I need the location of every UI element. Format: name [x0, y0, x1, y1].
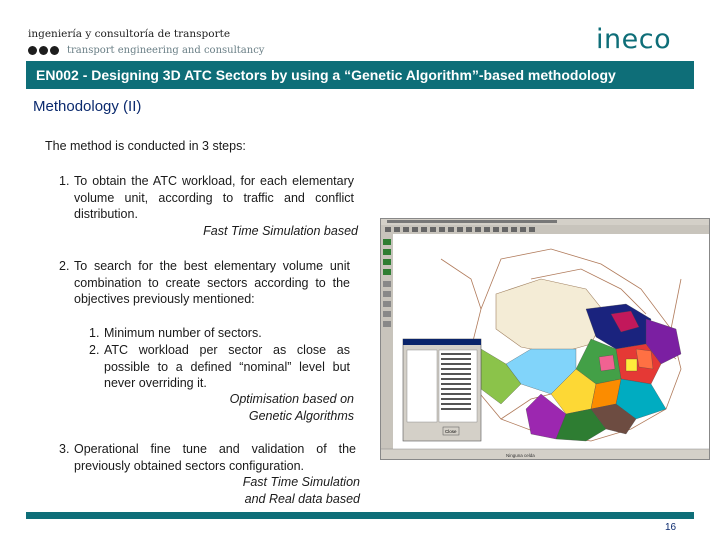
step-3: [59, 441, 360, 507]
substeps-note: Optimisation based on Genetic Algorithms: [229, 392, 354, 423]
tool-palette-icons: [383, 239, 391, 327]
logo-dots-icon: [28, 46, 59, 55]
step-2-text: To search for the best elementary volume unit combination to create sectors according to the objectives previously mentioned:: [74, 259, 350, 306]
step-1-note: Fast Time Simulation based: [203, 223, 358, 238]
header-spanish-line: ingeniería y consultoría de transporte: [28, 28, 231, 40]
step-3-note: Fast Time Simulation and Real data based: [242, 475, 360, 506]
slide-title: EN002 - Designing 3D ATC Sectors by using a “Genetic Algorithm”-based methodology: [26, 61, 694, 89]
substep-2-number: 2.: [89, 343, 100, 357]
header-english-line: transport engineering and consultancy: [67, 44, 265, 56]
dialog-close-button[interactable]: Close: [445, 429, 457, 434]
ineco-logo: ineco: [596, 24, 672, 55]
substep-1-text: Minimum number of sectors.: [104, 326, 262, 340]
substep-1: [89, 325, 350, 342]
header-english-row: [28, 43, 264, 57]
step-2-number: 2.: [59, 259, 70, 273]
step-3-text: Operational fine tune and validation of the previously obtained sectors configuration.: [74, 442, 356, 473]
sector-list-dialog: [403, 339, 481, 441]
page-number: 16: [665, 522, 677, 533]
status-text: Ninguna celda: [506, 453, 535, 458]
intro-text: The method is conducted in 3 steps:: [45, 139, 246, 153]
step-1-number: 1.: [59, 174, 70, 188]
step-1-text: To obtain the ATC workload, for each elementary volume unit, according to traffic and conflict distribution.: [74, 174, 354, 221]
substep-2-text: ATC workload per sector as close as possible to a defined “nominal” level but never overriding it.: [104, 343, 350, 390]
step-1: [59, 173, 358, 239]
step-3-number: 3.: [59, 442, 70, 456]
sector-tool-screenshot: [380, 218, 710, 460]
step-2: [59, 258, 350, 308]
substep-2: [89, 342, 350, 392]
section-title: Methodology (II): [33, 98, 142, 115]
footer-bar: [26, 512, 694, 519]
toolbar-icons: [385, 227, 535, 232]
substep-1-number: 1.: [89, 326, 100, 340]
